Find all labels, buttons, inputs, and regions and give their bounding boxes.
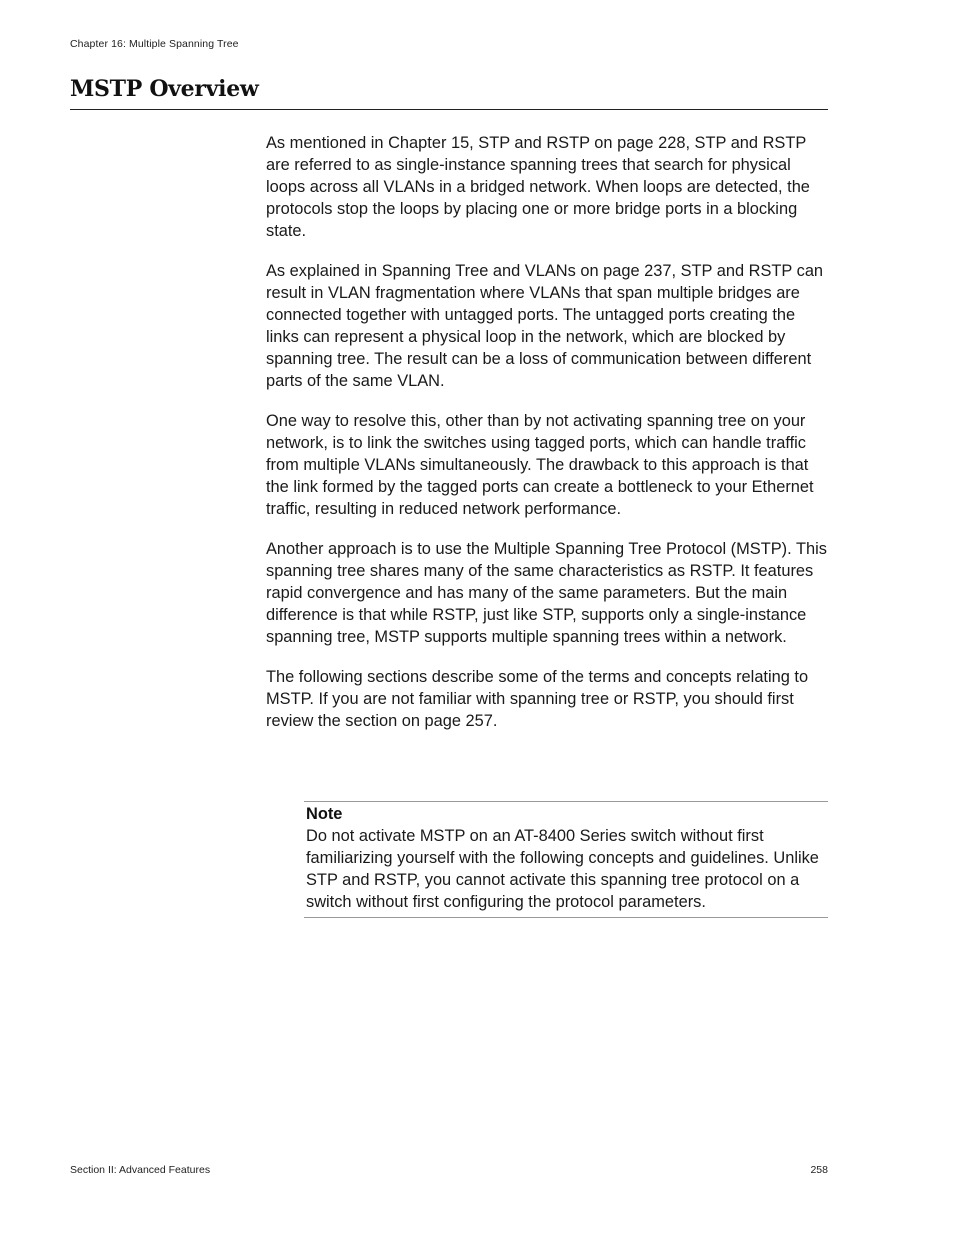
footer-section-label: Section II: Advanced Features	[70, 1164, 211, 1176]
title-divider	[70, 109, 828, 110]
paragraph: As mentioned in Chapter 15, STP and RSTP on page 228, STP and RSTP are referred to as single-instance spanning trees that search for physical loops across all VLANs in a bridged network. When loops are detected, the protocols stop the loops by placing one or more bridge ports in a blocking state.	[266, 134, 810, 240]
body-text	[266, 132, 828, 750]
section-title: MSTP Overview	[70, 76, 259, 102]
running-header: Chapter 16: Multiple Spanning Tree	[70, 38, 239, 50]
note-text: Do not activate MSTP on an AT-8400 Series switch without first familiarizing yourself with the following concepts and guidelines. Unlike STP and RSTP, you cannot activate this spanning tree protocol on a switch without first configuring the protocol parameters.	[306, 827, 819, 911]
paragraph: Another approach is to use the Multiple Spanning Tree Protocol (MSTP). This spanning tree shares many of the same characteristics as RSTP. It features rapid convergence and has many of the same parameters. But the main difference is that while RSTP, just like STP, supports only a single-instance spanning tree, MSTP supports multiple spanning trees within a network.	[266, 540, 827, 646]
note-heading: Note	[306, 805, 343, 823]
note-box	[304, 801, 828, 918]
paragraph: One way to resolve this, other than by not activating spanning tree on your network, is to link the switches using tagged ports, which can handle traffic from multiple VLANs simultaneously. The drawback to this approach is that the link formed by the tagged ports can create a bottleneck to your Ethernet traffic, resulting in reduced network performance.	[266, 412, 814, 518]
page-number: 258	[810, 1164, 828, 1176]
paragraph: The following sections describe some of the terms and concepts relating to MSTP. If you are not familiar with spanning tree or RSTP, you should first review the section on page 257.	[266, 668, 809, 730]
paragraph: As explained in Spanning Tree and VLANs on page 237, STP and RSTP can result in VLAN fragmentation where VLANs that span multiple bridges are connected together with untagged ports. The untagged ports creating the links can represent a physical loop in the network, which are blocked by spanning tree. The result can be a loss of communication between different parts of the same VLAN.	[266, 262, 824, 390]
